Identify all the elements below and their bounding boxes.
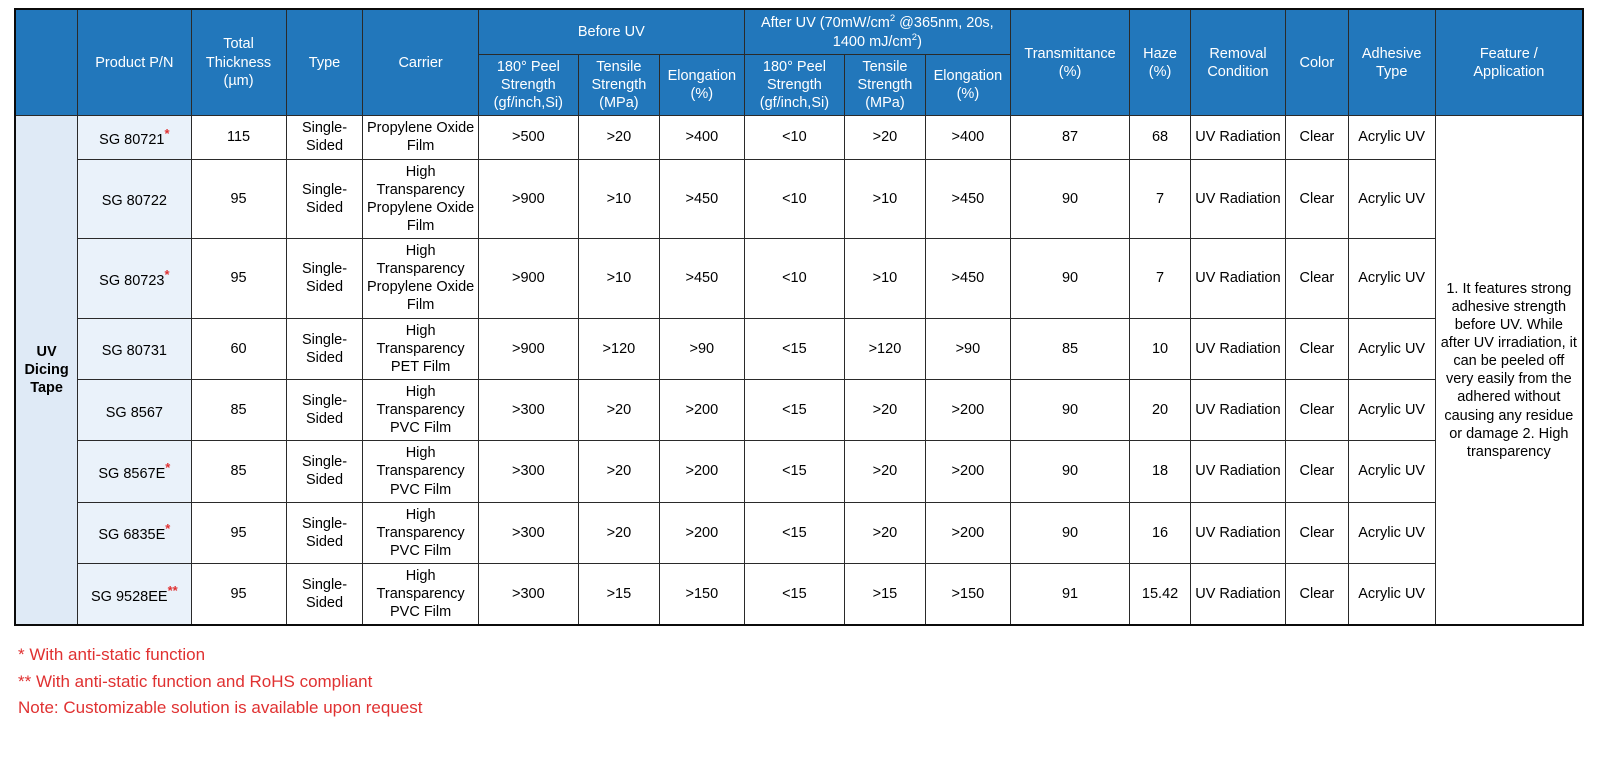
cell-before-tensile: >20 <box>578 379 659 440</box>
cell-before-peel: >300 <box>478 564 578 626</box>
header-after-uv-text2: @365nm, 20s, <box>895 14 994 31</box>
header-before-tensile-strength <box>578 54 659 115</box>
footnote-rohs: ** With anti-static function and RoHS compliant <box>18 671 373 691</box>
anti-static-marker: * <box>165 459 171 475</box>
header-feature-line1: Feature / <box>1479 45 1538 62</box>
cell-carrier: High Transparency PVC Film <box>363 379 478 440</box>
cell-before-elongation: >450 <box>659 159 744 239</box>
cell-carrier: High Transparency PVC Film <box>363 441 478 502</box>
header-after-peel-line2: Strength <box>766 77 822 94</box>
table-row <box>15 564 1583 626</box>
header-after-elongation <box>925 54 1010 115</box>
cell-transmittance: 90 <box>1010 502 1129 563</box>
header-type: Type <box>286 9 363 116</box>
cell-carrier: High Transparency Propylene Oxide Film <box>363 239 478 319</box>
cell-removal-condition: UV Radiation <box>1190 318 1285 379</box>
cell-haze: 16 <box>1130 502 1191 563</box>
cell-before-elongation: >200 <box>659 441 744 502</box>
header-total-thickness-line3: (µm) <box>223 72 254 89</box>
table-header <box>15 9 1583 116</box>
cell-after-tensile: >20 <box>844 116 925 159</box>
cell-before-tensile: >120 <box>578 318 659 379</box>
header-before-peel-line1: 180° Peel <box>496 58 560 75</box>
header-transmittance <box>1010 9 1129 116</box>
header-after-peel-strength <box>744 54 844 115</box>
header-after-elongation-line1: Elongation <box>933 67 1003 84</box>
table-row <box>15 379 1583 440</box>
header-haze-line1: Haze <box>1143 45 1177 62</box>
cell-before-peel: >900 <box>478 318 578 379</box>
header-after-tensile-line2: Strength <box>857 77 913 94</box>
cell-thickness: 85 <box>191 441 286 502</box>
cell-carrier: Propylene Oxide Film <box>363 116 478 159</box>
cell-after-tensile: >20 <box>844 502 925 563</box>
cell-adhesive-type: Acrylic UV <box>1348 379 1435 440</box>
header-after-uv <box>744 9 1010 54</box>
cell-before-peel: >300 <box>478 379 578 440</box>
header-before-peel-line3: (gf/inch,Si) <box>493 95 563 112</box>
cell-after-peel: <10 <box>744 116 844 159</box>
cell-after-peel: <10 <box>744 239 844 319</box>
header-haze <box>1130 9 1191 116</box>
cell-removal-condition: UV Radiation <box>1190 116 1285 159</box>
header-before-tensile-line3: (MPa) <box>599 95 639 112</box>
cell-before-tensile: >20 <box>578 441 659 502</box>
cell-carrier: High Transparency PET Film <box>363 318 478 379</box>
cell-adhesive-type: Acrylic UV <box>1348 441 1435 502</box>
header-after-uv-paren: ) <box>917 33 922 50</box>
cell-after-peel: <15 <box>744 564 844 626</box>
footnote-anti-static: * With anti-static function <box>18 645 206 665</box>
header-after-tensile-line3: (MPa) <box>865 95 905 112</box>
pn-text: SG 6835E <box>98 527 166 544</box>
cell-type: Single-Sided <box>286 379 363 440</box>
cell-transmittance: 85 <box>1010 318 1129 379</box>
cell-after-elongation: >150 <box>925 564 1010 626</box>
cell-removal-condition: UV Radiation <box>1190 379 1285 440</box>
cell-color: Clear <box>1285 116 1348 159</box>
cell-after-tensile: >20 <box>844 441 925 502</box>
pn-text: SG 80731 <box>101 343 167 360</box>
header-feature-application <box>1435 9 1583 116</box>
cell-product-pn <box>78 502 191 563</box>
cell-after-peel: <15 <box>744 318 844 379</box>
header-after-tensile-line1: Tensile <box>862 58 908 75</box>
header-total-thickness-line2: Thickness <box>205 54 272 71</box>
cell-after-elongation: >90 <box>925 318 1010 379</box>
anti-static-marker: * <box>164 266 170 282</box>
cell-type: Single-Sided <box>286 502 363 563</box>
header-removal-line1: Removal <box>1209 45 1267 62</box>
cell-before-elongation: >90 <box>659 318 744 379</box>
cell-thickness: 85 <box>191 379 286 440</box>
header-haze-line2: (%) <box>1148 63 1172 80</box>
cell-after-elongation: >450 <box>925 239 1010 319</box>
pn-text: SG 8567 <box>105 404 163 421</box>
cell-product-pn <box>78 564 191 626</box>
cell-color: Clear <box>1285 318 1348 379</box>
cell-removal-condition: UV Radiation <box>1190 441 1285 502</box>
cell-product-pn <box>78 159 191 239</box>
header-feature-line2: Application <box>1473 63 1545 80</box>
cell-thickness: 60 <box>191 318 286 379</box>
header-before-elongation-line2: (%) <box>690 86 714 103</box>
header-after-tensile-strength <box>844 54 925 115</box>
table-row <box>15 318 1583 379</box>
cell-removal-condition: UV Radiation <box>1190 502 1285 563</box>
cell-thickness: 95 <box>191 564 286 626</box>
header-product-pn: Product P/N <box>78 9 191 116</box>
cell-after-elongation: >400 <box>925 116 1010 159</box>
cell-transmittance: 90 <box>1010 239 1129 319</box>
cell-before-elongation: >200 <box>659 502 744 563</box>
category-cell-uv-dicing-tape: UV Dicing Tape <box>15 116 78 626</box>
cell-before-tensile: >10 <box>578 239 659 319</box>
cell-type: Single-Sided <box>286 564 363 626</box>
cell-thickness: 95 <box>191 239 286 319</box>
anti-static-marker: * <box>164 125 170 141</box>
cell-haze: 20 <box>1130 379 1191 440</box>
cell-after-tensile: >20 <box>844 379 925 440</box>
cell-after-tensile: >120 <box>844 318 925 379</box>
cell-after-elongation: >200 <box>925 441 1010 502</box>
cell-after-elongation: >450 <box>925 159 1010 239</box>
header-after-uv-line1 <box>748 13 1007 32</box>
cell-transmittance: 90 <box>1010 159 1129 239</box>
superscript-two-a: 2 <box>889 13 896 24</box>
cell-carrier: High Transparency PVC Film <box>363 564 478 626</box>
cell-adhesive-type: Acrylic UV <box>1348 116 1435 159</box>
cell-transmittance: 87 <box>1010 116 1129 159</box>
cell-haze: 15.42 <box>1130 564 1191 626</box>
cell-adhesive-type: Acrylic UV <box>1348 318 1435 379</box>
cell-thickness: 115 <box>191 116 286 159</box>
table-row <box>15 159 1583 239</box>
cell-after-peel: <15 <box>744 441 844 502</box>
cell-type: Single-Sided <box>286 159 363 239</box>
superscript-two-b: 2 <box>911 31 918 43</box>
cell-carrier: High Transparency PVC Film <box>363 502 478 563</box>
cell-after-elongation: >200 <box>925 502 1010 563</box>
header-after-uv-line2 <box>748 32 1007 51</box>
header-after-peel-line3: (gf/inch,Si) <box>759 95 830 112</box>
header-before-elongation-line1: Elongation <box>667 67 737 84</box>
cell-after-tensile: >15 <box>844 564 925 626</box>
cell-removal-condition: UV Radiation <box>1190 159 1285 239</box>
pn-text: SG 80722 <box>101 193 167 210</box>
cell-removal-condition: UV Radiation <box>1190 564 1285 626</box>
cell-removal-condition: UV Radiation <box>1190 239 1285 319</box>
pn-text: SG 80723 <box>99 272 165 289</box>
footnotes <box>14 642 1586 721</box>
header-removal-condition <box>1190 9 1285 116</box>
header-after-uv-text3: 1400 mJ/cm <box>832 33 912 50</box>
cell-color: Clear <box>1285 564 1348 626</box>
cell-before-elongation: >200 <box>659 379 744 440</box>
header-adhesive-type <box>1348 9 1435 116</box>
cell-after-peel: <10 <box>744 159 844 239</box>
anti-static-marker: * <box>165 521 171 537</box>
cell-feature-application: 1. It features strong adhesive strength before UV. While after UV irradiation, it can be peeled off very easily from the adhered without causing any residue or damage 2. High transparency <box>1435 116 1583 626</box>
cell-color: Clear <box>1285 379 1348 440</box>
cell-transmittance: 91 <box>1010 564 1129 626</box>
header-before-uv: Before UV <box>478 9 744 54</box>
cell-adhesive-type: Acrylic UV <box>1348 239 1435 319</box>
cell-type: Single-Sided <box>286 441 363 502</box>
cell-type: Single-Sided <box>286 239 363 319</box>
cell-transmittance: 90 <box>1010 441 1129 502</box>
cell-adhesive-type: Acrylic UV <box>1348 564 1435 626</box>
header-after-peel-line1: 180° Peel <box>762 58 826 75</box>
table-body <box>15 116 1583 626</box>
header-before-tensile-line1: Tensile <box>596 58 642 75</box>
cell-color: Clear <box>1285 239 1348 319</box>
cell-after-peel: <15 <box>744 379 844 440</box>
header-transmittance-line2: (%) <box>1058 63 1082 80</box>
cell-color: Clear <box>1285 159 1348 239</box>
cell-carrier: High Transparency Propylene Oxide Film <box>363 159 478 239</box>
header-after-elongation-line2: (%) <box>956 86 980 103</box>
header-total-thickness-line1: Total <box>223 36 254 53</box>
cell-haze: 18 <box>1130 441 1191 502</box>
cell-before-elongation: >150 <box>659 564 744 626</box>
header-color: Color <box>1285 9 1348 116</box>
cell-product-pn <box>78 239 191 319</box>
cell-product-pn <box>78 318 191 379</box>
header-before-peel-line2: Strength <box>500 77 556 94</box>
footnote-customizable: Note: Customizable solution is available upon request <box>18 698 423 718</box>
cell-before-elongation: >400 <box>659 116 744 159</box>
header-corner-blank <box>15 9 78 116</box>
table-row <box>15 239 1583 319</box>
cell-type: Single-Sided <box>286 318 363 379</box>
header-before-peel-strength <box>478 54 578 115</box>
cell-before-peel: >900 <box>478 239 578 319</box>
cell-before-peel: >900 <box>478 159 578 239</box>
uv-dicing-tape-spec-table <box>14 8 1584 626</box>
cell-haze: 7 <box>1130 239 1191 319</box>
cell-haze: 10 <box>1130 318 1191 379</box>
header-removal-line2: Condition <box>1207 63 1269 80</box>
cell-before-elongation: >450 <box>659 239 744 319</box>
cell-haze: 68 <box>1130 116 1191 159</box>
cell-after-tensile: >10 <box>844 159 925 239</box>
cell-before-tensile: >20 <box>578 502 659 563</box>
cell-after-peel: <15 <box>744 502 844 563</box>
header-adhesive-line2: Type <box>1375 63 1408 80</box>
pn-text: SG 80721 <box>99 131 165 148</box>
header-carrier: Carrier <box>363 9 478 116</box>
header-before-tensile-line2: Strength <box>591 77 647 94</box>
cell-thickness: 95 <box>191 159 286 239</box>
cell-before-tensile: >15 <box>578 564 659 626</box>
header-transmittance-line1: Transmittance <box>1024 45 1116 62</box>
cell-color: Clear <box>1285 502 1348 563</box>
pn-text: SG 9528EE <box>91 588 168 605</box>
cell-before-peel: >500 <box>478 116 578 159</box>
table-row <box>15 441 1583 502</box>
header-adhesive-line1: Adhesive <box>1361 45 1422 62</box>
header-total-thickness <box>191 9 286 116</box>
header-after-uv-text1: After UV (70mW/cm <box>760 14 890 31</box>
cell-before-tensile: >10 <box>578 159 659 239</box>
cell-adhesive-type: Acrylic UV <box>1348 159 1435 239</box>
anti-static-marker: ** <box>167 582 178 598</box>
cell-before-peel: >300 <box>478 441 578 502</box>
cell-type: Single-Sided <box>286 116 363 159</box>
pn-text: SG 8567E <box>98 465 166 482</box>
table-row <box>15 502 1583 563</box>
table-row <box>15 116 1583 159</box>
cell-product-pn <box>78 379 191 440</box>
cell-before-tensile: >20 <box>578 116 659 159</box>
cell-thickness: 95 <box>191 502 286 563</box>
cell-product-pn <box>78 116 191 159</box>
cell-after-tensile: >10 <box>844 239 925 319</box>
header-before-elongation <box>659 54 744 115</box>
cell-haze: 7 <box>1130 159 1191 239</box>
cell-color: Clear <box>1285 441 1348 502</box>
cell-adhesive-type: Acrylic UV <box>1348 502 1435 563</box>
cell-before-peel: >300 <box>478 502 578 563</box>
cell-product-pn <box>78 441 191 502</box>
cell-after-elongation: >200 <box>925 379 1010 440</box>
cell-transmittance: 90 <box>1010 379 1129 440</box>
